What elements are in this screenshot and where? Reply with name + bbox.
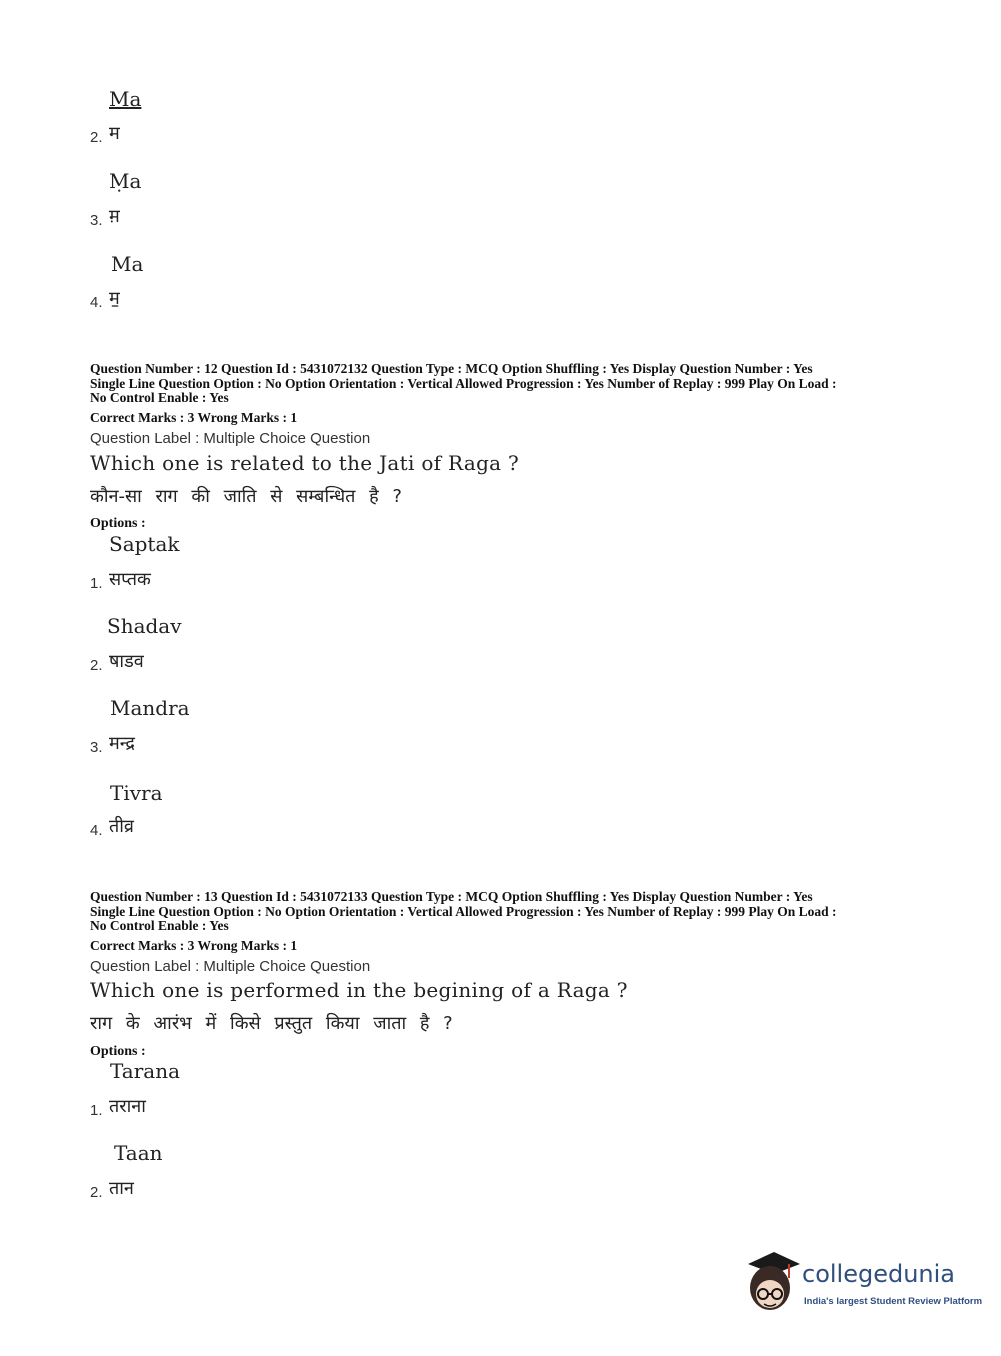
question-label: Question Label : Multiple Choice Question xyxy=(90,430,371,447)
question-text-hindi: राग के आरंभ में किसे प्रस्तुत किया जाता है ? xyxy=(90,1013,453,1034)
option-number: 4. xyxy=(90,294,103,311)
question-label: Question Label : Multiple Choice Question xyxy=(90,958,371,975)
option-english: Ma xyxy=(111,252,144,276)
option-english: Shadav xyxy=(107,614,182,638)
option-hindi: म xyxy=(109,123,120,144)
meta-line: Single Line Question Option : No Option Orientation : Vertical Allowed Progression : Yes Number of Replay : 999 Play On Load : xyxy=(90,903,837,919)
option-hindi: तान xyxy=(109,1178,134,1199)
option-number: 3. xyxy=(90,212,103,229)
option-hindi: तीव्र xyxy=(109,816,134,837)
option-hindi: म़ xyxy=(109,206,120,227)
option-number: 1. xyxy=(90,1102,103,1119)
option-hindi: म॒ xyxy=(109,288,120,309)
option-english: Saptak xyxy=(109,532,180,556)
question-text-hindi: कौन-सा राग की जाति से सम्बन्धित है ? xyxy=(90,486,402,507)
meta-line: Question Number : 12 Question Id : 5431072132 Question Type : MCQ Option Shuffling : Yes Display Question Number : Yes xyxy=(90,361,813,376)
option-english: Tivra xyxy=(110,781,163,805)
option-number: 2. xyxy=(90,129,103,146)
question-meta xyxy=(90,362,920,406)
brand-tagline: India's largest Student Review Platform xyxy=(804,1296,983,1307)
option-hindi: षाडव xyxy=(109,651,144,672)
question-text-english: Which one is performed in the begining of a Raga ? xyxy=(90,978,628,1002)
option-hindi: सप्तक xyxy=(109,569,151,590)
options-heading: Options : xyxy=(90,516,146,531)
mascot-icon xyxy=(742,1250,800,1312)
option-number: 3. xyxy=(90,739,103,756)
brand-name: collegedunia xyxy=(802,1260,956,1288)
question-marks: Correct Marks : 3 Wrong Marks : 1 xyxy=(90,938,298,953)
option-english: Mandra xyxy=(110,696,190,720)
collegedunia-logo xyxy=(742,1250,983,1312)
option-number: 2. xyxy=(90,657,103,674)
option-english: Tarana xyxy=(110,1059,180,1083)
question-text-english: Which one is related to the Jati of Raga ? xyxy=(90,451,520,475)
option-hindi: तराना xyxy=(109,1096,146,1117)
option-hindi: मन्द्र xyxy=(109,733,135,754)
meta-line: Question Number : 13 Question Id : 5431072133 Question Type : MCQ Option Shuffling : Yes Display Question Number : Yes xyxy=(90,889,813,904)
question-meta xyxy=(90,890,920,934)
meta-line: Single Line Question Option : No Option Orientation : Vertical Allowed Progression : Yes Number of Replay : 999 Play On Load : xyxy=(90,375,837,391)
option-english: Ṃa xyxy=(109,169,142,193)
meta-line: No Control Enable : Yes xyxy=(90,918,229,933)
option-number: 2. xyxy=(90,1184,103,1201)
question-marks: Correct Marks : 3 Wrong Marks : 1 xyxy=(90,410,298,425)
option-english: Ma xyxy=(109,87,142,111)
options-heading: Options : xyxy=(90,1044,146,1059)
option-english: Taan xyxy=(114,1141,163,1165)
option-number: 4. xyxy=(90,822,103,839)
meta-line: No Control Enable : Yes xyxy=(90,390,229,405)
option-number: 1. xyxy=(90,575,103,592)
